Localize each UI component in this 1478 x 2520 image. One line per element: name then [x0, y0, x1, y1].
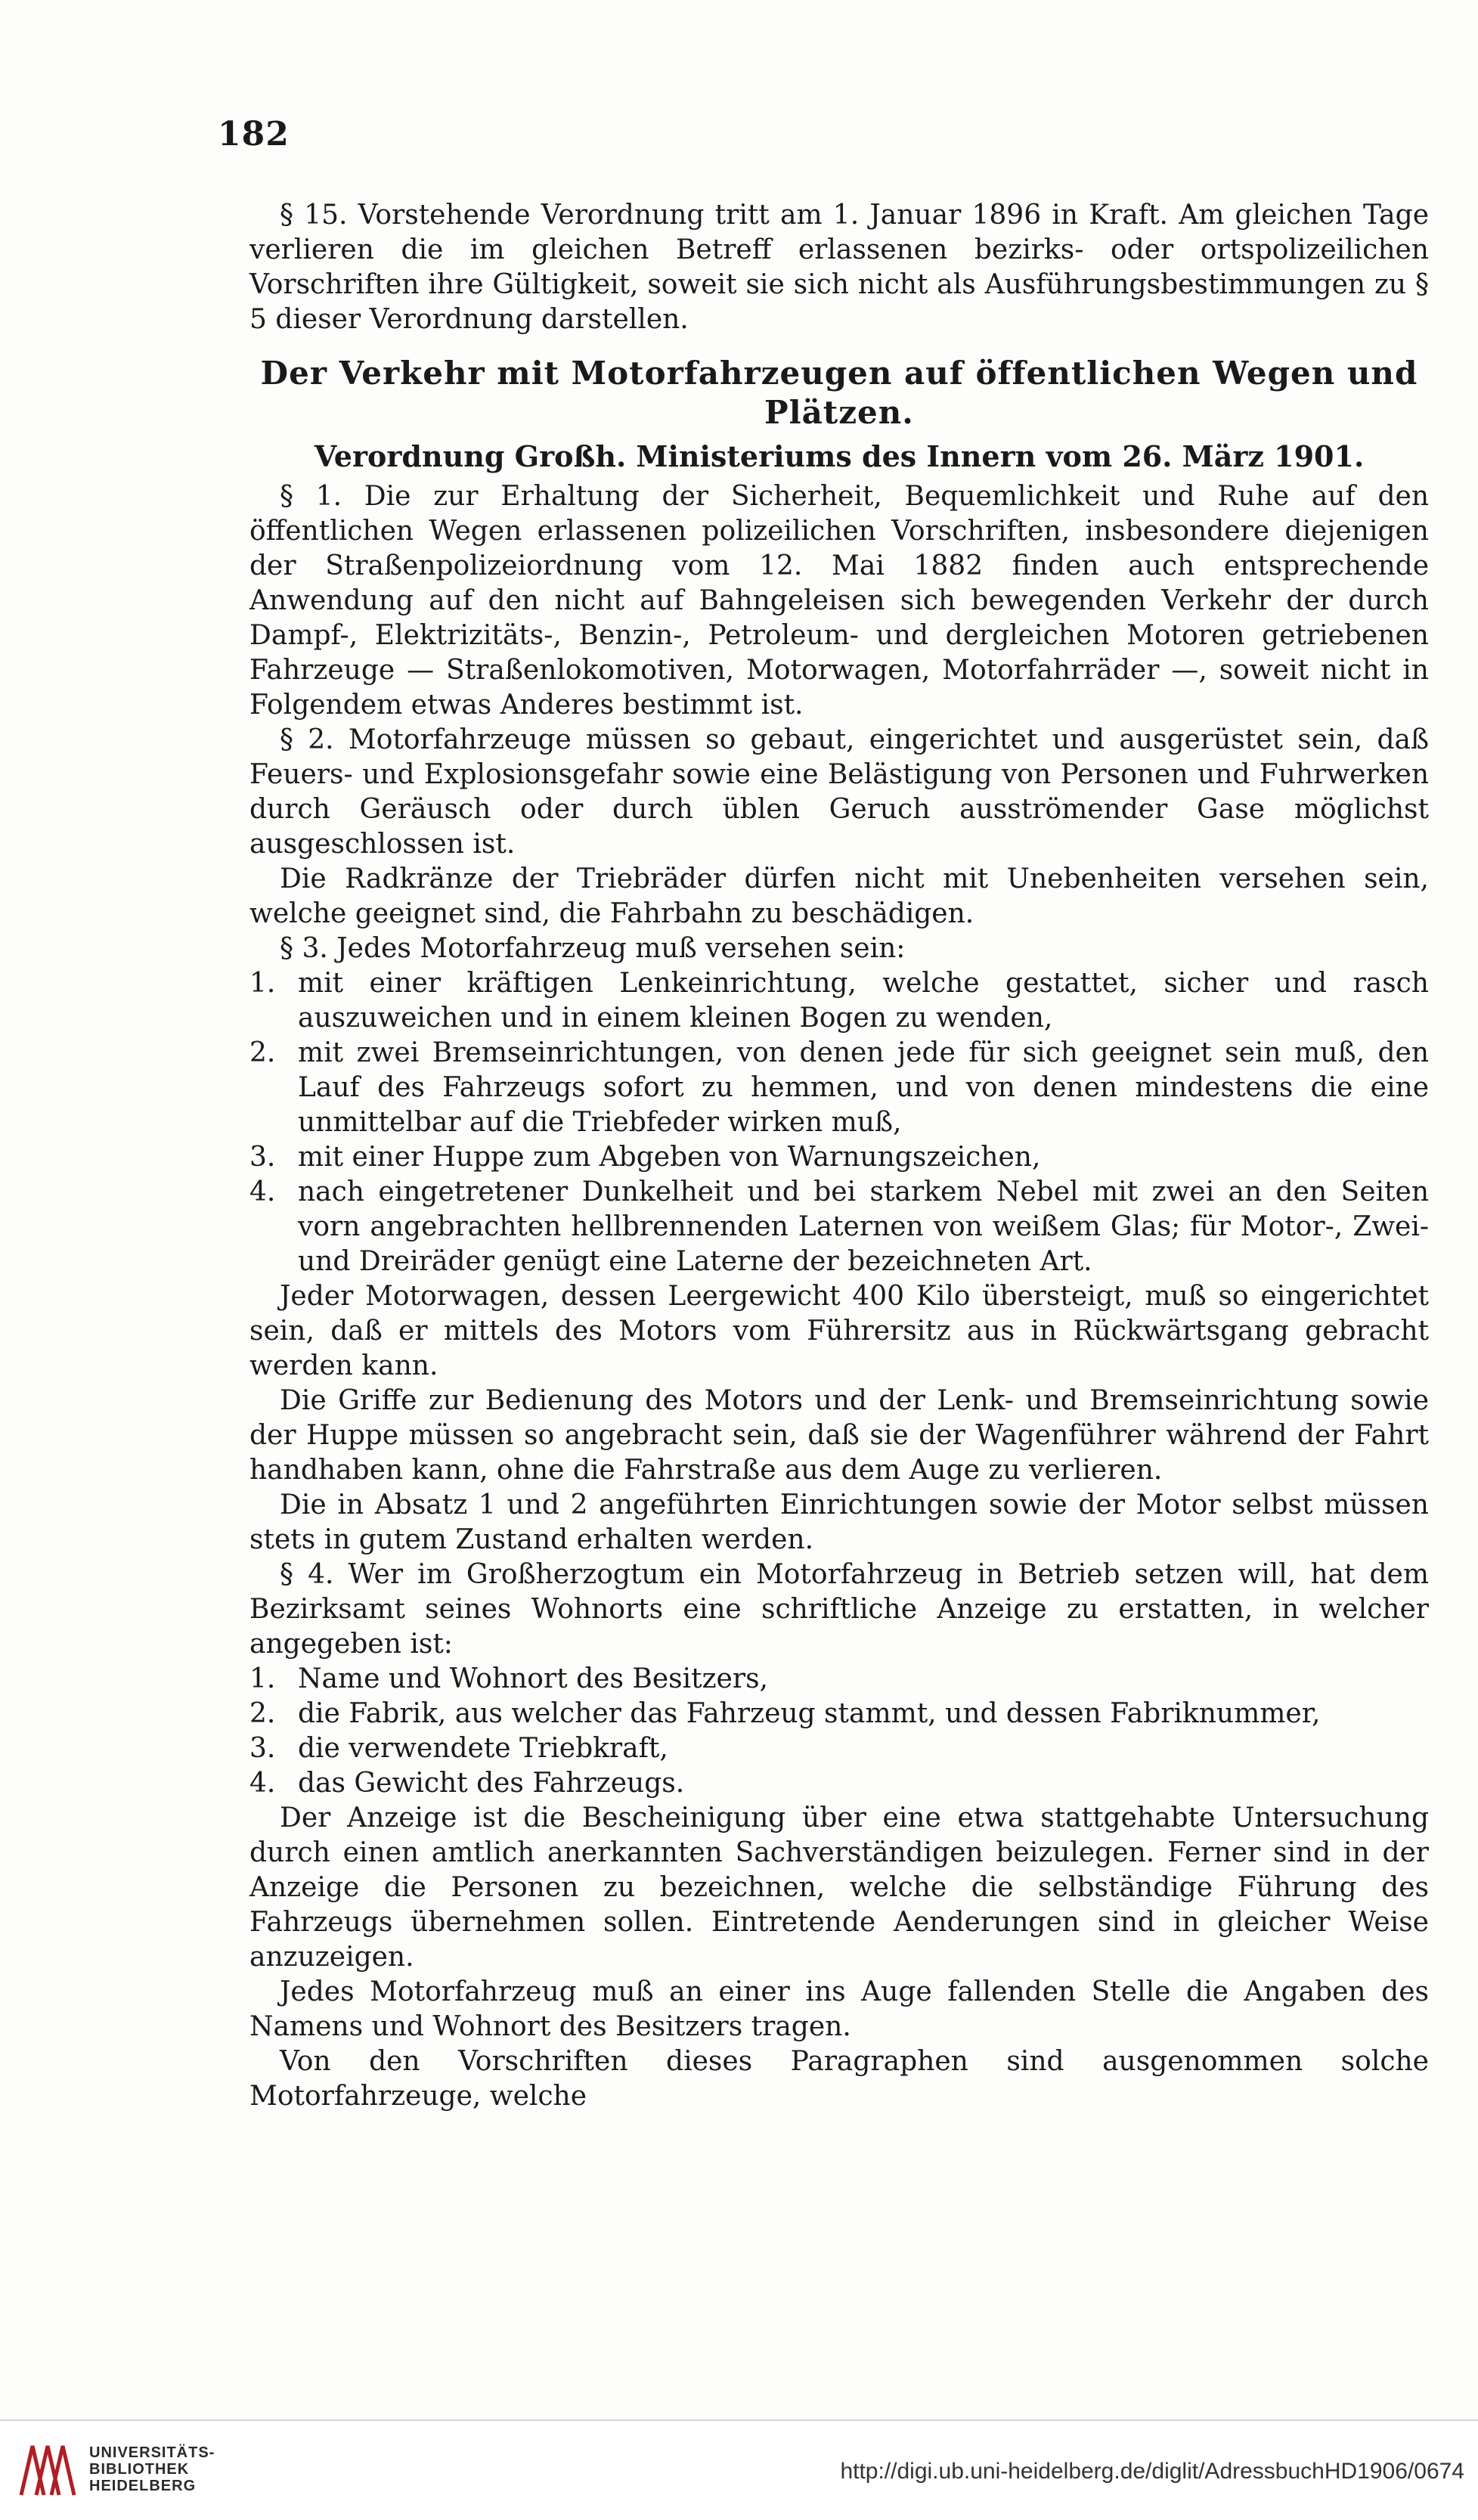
list-section-3: [249, 966, 1429, 1279]
paragraph-1: § 1. Die zur Erhaltung der Sicherheit, Bequemlichkeit und Ruhe auf den öffentlichen Wegen erlassenen polizeilichen Vorschriften, insbesondere diejenigen der Straßenpolizeiordnung vom 12. Mai 1882 finden auch entsprechende Anwendung auf den nicht auf Bahngeleisen sich bewegenden Verkehr der durch Dampf-, Elektrizitäts-, Benzin-, Petroleum- und dergleichen Motoren getriebenen Fahrzeuge — Straßenlokomotiven, Motorwagen, Motorfahrräder —, soweit nicht in Folgendem etwas Anderes bestimmt ist.: [249, 481, 1429, 721]
list-item-text: mit zwei Bremseinrichtungen, von denen jede für sich geeignet sein muß, den Lauf des Fahrzeugs sofort zu hemmen, und von denen mindestens die eine unmittelbar auf die Triebfeder wirken muß,: [298, 1037, 1429, 1138]
list-item-number: 2.: [249, 1037, 276, 1068]
list-item-number: 3.: [249, 1142, 276, 1173]
section-heading: Der Verkehr mit Motorfahrzeugen auf öffentlichen Wegen und Plätzen.: [260, 355, 1418, 431]
list-item: [249, 1766, 1429, 1801]
list-item-text: mit einer kräftigen Lenkeinrichtung, welche gestattet, sicher und rasch auszuweichen und in einem kleinen Bogen zu wenden,: [298, 968, 1429, 1034]
list-item: [249, 1036, 1429, 1140]
list-item-text: mit einer Huppe zum Abgeben von Warnungszeichen,: [298, 1142, 1041, 1173]
library-name-line: HEIDELBERG: [89, 2478, 197, 2494]
list-item: [249, 1697, 1429, 1731]
list-item-text: Name und Wohnort des Besitzers,: [298, 1663, 768, 1694]
list-item: [249, 1662, 1429, 1697]
list-item-number: 2.: [249, 1698, 276, 1729]
library-name-line: UNIVERSITÄTS-: [89, 2444, 215, 2461]
list-item-text: die verwendete Triebkraft,: [298, 1733, 668, 1764]
paragraph-2: § 2. Motorfahrzeuge müssen so gebaut, eingerichtet und ausgerüstet sein, daß Feuers- und Explosionsgefahr sowie eine Belästigung von Personen und Fuhrwerken durch Geräusch oder durch üblen Geruch ausströmender Gase möglichst ausgeschlossen ist.: [249, 724, 1429, 860]
document-body: [249, 198, 1429, 2114]
list-item-number: 1.: [249, 968, 276, 999]
list-item-number: 4.: [249, 1176, 276, 1207]
library-name: [89, 2444, 215, 2494]
list-section-4: [249, 1662, 1429, 1801]
section-15-paragraph: § 15. Vorstehende Verordnung tritt am 1. Januar 1896 in Kraft. Am gleichen Tage verlieren die im gleichen Betreff erlassenen bezirks- oder ortspolizeilichen Vorschriften ihre Gültigkeit, soweit sie sich nicht als Ausführungsbestimmungen zu § 5 dieser Verordnung darstellen.: [249, 200, 1429, 335]
list-item-number: 1.: [249, 1663, 276, 1694]
ordinance-subheading: Verordnung Großh. Ministeriums des Innern vom 26. März 1901.: [314, 439, 1365, 473]
paragraph-3-after-1: Jeder Motorwagen, dessen Leergewicht 400 Kilo übersteigt, muß so eingerichtet sein, daß er mittels des Motors vom Führersitz aus in Rückwärtsgang gebracht werden kann.: [249, 1281, 1429, 1381]
page-number: 182: [218, 115, 290, 153]
university-library-logo-icon: [14, 2438, 82, 2503]
list-item-number: 3.: [249, 1733, 276, 1764]
list-item: [249, 1140, 1429, 1175]
paragraph-4: § 4. Wer im Großherzogtum ein Motorfahrzeug in Betrieb setzen will, hat dem Bezirksamt seines Wohnorts eine schriftliche Anzeige zu erstatten, in welcher angegeben ist:: [249, 1559, 1429, 1660]
list-item: [249, 1731, 1429, 1766]
list-item-text: nach eingetretener Dunkelheit und bei starkem Nebel mit zwei an den Seiten vorn angebrachten hellbrennenden Laternen von weißem Glas; für Motor-, Zwei- und Dreiräder genügt eine Laterne der bezeichneten Art.: [298, 1176, 1429, 1277]
paragraph-2b: Die Radkränze der Triebräder dürfen nicht mit Unebenheiten versehen sein, welche geeignet sind, die Fahrbahn zu beschädigen.: [249, 863, 1429, 929]
paragraph-3: § 3. Jedes Motorfahrzeug muß versehen sein:: [280, 933, 906, 964]
library-name-line: BIBLIOTHEK: [89, 2461, 190, 2478]
list-item-text: das Gewicht des Fahrzeugs.: [298, 1768, 685, 1799]
paragraph-4-after-1: Der Anzeige ist die Bescheinigung über eine etwa stattgehabte Untersuchung durch einen amtlich anerkannten Sachverständigen beizulegen. Ferner sind in der Anzeige die Personen zu bezeichnen, welche die selbständige Führung des Fahrzeugs übernehmen sollen. Eintretende Aenderungen sind in gleicher Weise anzuzeigen.: [249, 1802, 1429, 1973]
paragraph-3-after-2: Die Griffe zur Bedienung des Motors und der Lenk- und Bremseinrichtung sowie der Huppe müssen so angebracht sein, daß sie der Wagenführer während der Fahrt handhaben kann, ohne die Fahrstraße aus dem Auge zu verlieren.: [249, 1385, 1429, 1486]
paragraph-4-after-3: Von den Vorschriften dieses Paragraphen sind ausgenommen solche Motorfahrzeuge, welche: [249, 2046, 1429, 2112]
source-url-link[interactable]: http://digi.ub.uni-heidelberg.de/diglit/AdressbuchHD1906/0674: [840, 2459, 1464, 2484]
list-item-text: die Fabrik, aus welcher das Fahrzeug stammt, und dessen Fabriknummer,: [298, 1698, 1321, 1729]
list-item-number: 4.: [249, 1768, 276, 1799]
list-item: [249, 966, 1429, 1036]
paragraph-3-after-3: Die in Absatz 1 und 2 angeführten Einrichtungen sowie der Motor selbst müssen stets in gutem Zustand erhalten werden.: [249, 1489, 1429, 1555]
paragraph-4-after-2: Jedes Motorfahrzeug muß an einer ins Auge fallenden Stelle die Angaben des Namens und Wohnort des Besitzers tragen.: [249, 1976, 1429, 2042]
list-item: [249, 1175, 1429, 1279]
